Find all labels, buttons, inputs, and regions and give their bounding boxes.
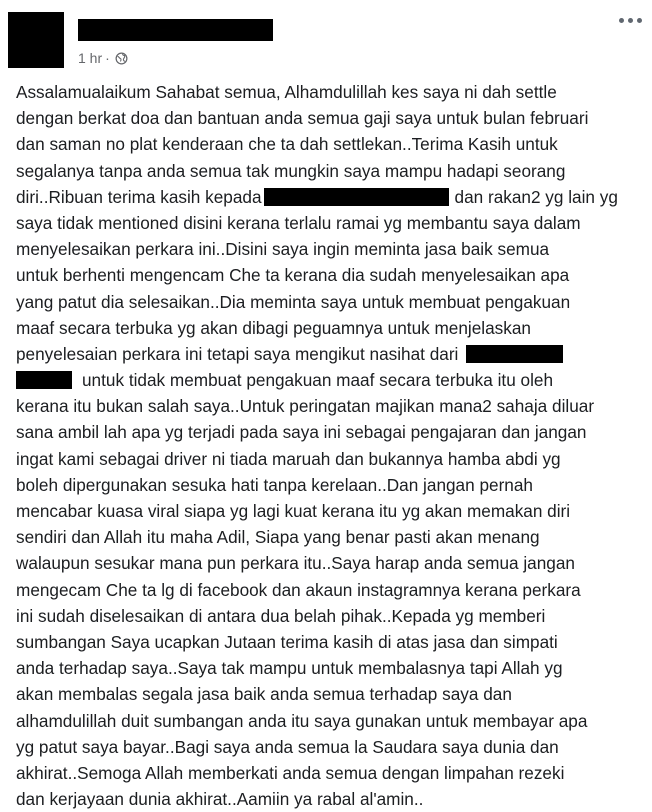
post-line: sumbangan Saya ucapkan Jutaan terima kasih di atas jasa dan simpati [16,631,558,652]
post-line: mencabar kuasa viral siapa yg lagi kuat kerana itu yg akan memakan diri [16,501,571,521]
post-text: untuk tidak membuat pengakuan maaf secara terbuka itu oleh [82,370,554,391]
post-line: akan membalas segala jasa baik anda semua terhadap saya dan [16,684,512,705]
post-line [16,367,644,393]
post-text: dan rakan2 yg lain yg [454,186,618,207]
post-line: yang patut dia selesaikan..Dia meminta saya untuk membuat pengakuan [16,291,571,312]
post-line: ini sudah diselesaikan di antara dua belah pihak..Kepada yg memberi [16,605,546,626]
post-line: segalanya tanpa anda semua tak mungkin saya mampu hadapi seorang [16,160,566,181]
post-line: kerana itu bukan salah saya..Untuk peringatan majikan mana2 sahaja diluar [16,396,595,417]
post-text: penyelesaian perkara ini tetapi saya mengikut nasihat dari [16,343,459,364]
post-line: ingat kami sebagai driver ni tiada maruah dan bukannya hamba abdi yg [16,448,561,469]
post-line: untuk berhenti mengencam Che ta kerana dia sudah menyelesaikan apa [16,265,570,286]
redacted-name [466,345,563,363]
post-line: anda terhadap saya..Saya tak mampu untuk membalasnya tapi Allah yg [16,658,563,679]
post-line: Assalamualaikum Sahabat semua, Alhamdulillah kes saya ni dah settle [16,82,557,102]
post-line: akhirat..Semoga Allah memberkati anda semua dengan limpahan rezeki [16,762,565,783]
post-line: maaf secara terbuka yg akan dibagi peguamnya untuk menjelaskan [16,317,531,338]
post-line: dengan berkat doa dan bantuan anda semua gaji saya untuk bulan februari [16,108,589,129]
post-line: alhamdulillah duit sumbangan anda itu saya gunakan untuk membayar apa [16,710,588,731]
post-line: sendiri dan Allah itu maha Adil, Siapa yang benar pasti akan menang [16,527,540,548]
post-line: walaupun sesukar mana pun perkara itu..Saya harap anda semua jangan [16,553,575,574]
avatar[interactable] [8,12,64,68]
post-meta [78,50,128,66]
meta-separator: · [105,50,110,66]
post-body [16,79,644,812]
post-text: diri..Ribuan terima kasih kepada [16,186,262,207]
post-line [16,184,644,210]
post-line: mengecam Che ta lg di facebook dan akaun instagramnya kerana perkara [16,579,581,600]
more-options-icon[interactable] [619,18,642,23]
post-line: yg patut saya bayar..Bagi saya anda semua la Saudara saya dunia dan [16,736,559,757]
globe-icon [115,52,128,65]
post-line: menyelesaikan perkara ini..Disini saya ingin meminta jasa baik semua [16,239,550,260]
post-line: sana ambil lah apa yg terjadi pada saya ini sebagai pengajaran dan jangan [16,422,587,443]
post-line: boleh dipergunakan sesuka hati tanpa kerelaan..Dan jangan pernah [16,474,533,495]
redacted-name [16,371,72,389]
post-line [16,341,644,367]
author-name-redacted[interactable] [78,19,273,41]
post-line: dan saman no plat kenderaan che ta dah settlekan..Terima Kasih untuk [16,134,558,155]
post-timestamp[interactable]: 1 hr [78,50,103,66]
post-line: saya tidak mentioned disini kerana terlalu ramai yg membantu saya dalam [16,212,581,233]
post-line: dan kerjayaan dunia akhirat..Aamiin ya rabal al'amin.. [16,789,424,810]
redacted-name [264,188,449,206]
